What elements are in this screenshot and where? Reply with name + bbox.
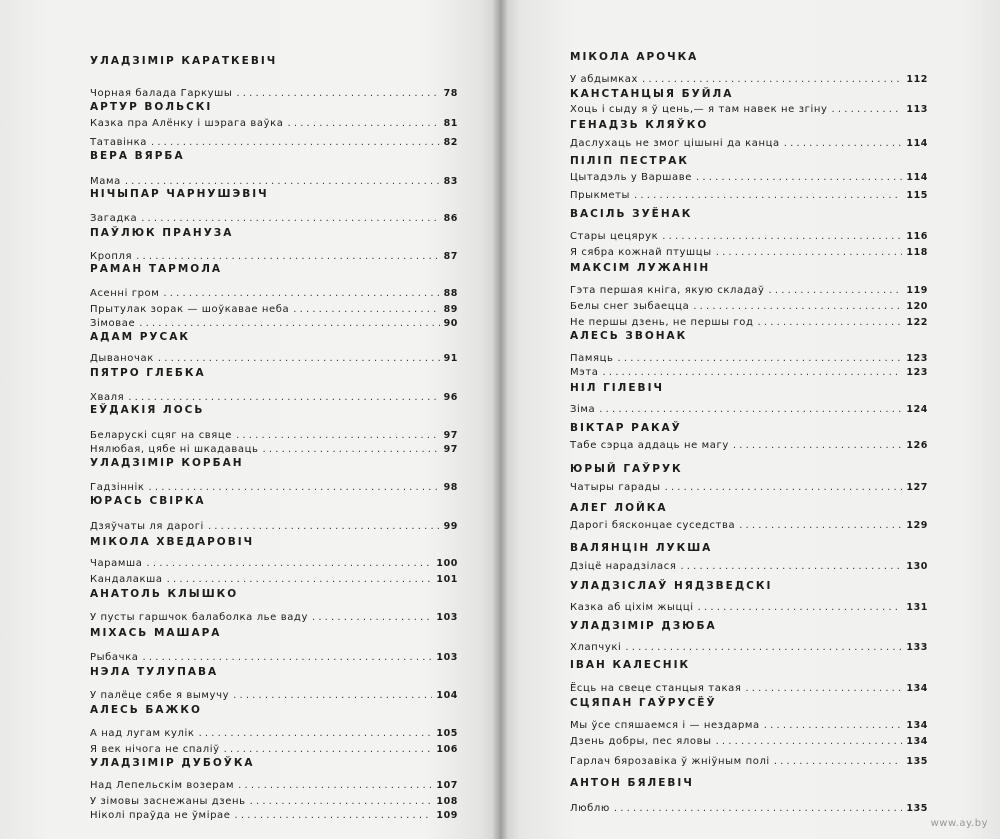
toc-entry (90, 652, 458, 663)
dot-leader (167, 574, 433, 585)
page-number: 109 (436, 810, 458, 821)
entry-title: Гадзіннік (90, 482, 145, 493)
page-number: 133 (906, 642, 928, 653)
entry-title: Мэта (570, 367, 599, 378)
toc-entry (90, 690, 458, 701)
toc-entry (570, 172, 928, 183)
page-number: 131 (906, 602, 928, 613)
dot-leader (625, 642, 902, 653)
page-number: 112 (906, 74, 928, 85)
dot-leader (642, 74, 902, 85)
dot-leader (614, 803, 902, 814)
author-name: НІЛ ГІЛЕВІЧ (570, 382, 664, 394)
dot-leader (758, 317, 903, 328)
page-number: 90 (443, 318, 458, 329)
page-number: 96 (443, 392, 458, 403)
toc-entry (90, 88, 458, 99)
entry-title: Гарлач бярозавіка ў жнiўным полі (570, 756, 770, 767)
author-name: ЮРЫЙ ГАЎРУК (570, 463, 683, 475)
dot-leader (618, 353, 903, 364)
author-name: РАМАН ТАРМОЛА (90, 263, 223, 275)
dot-leader (199, 728, 433, 739)
toc-entry (570, 190, 928, 201)
author-name: АРТУР ВОЛЬСКІ (90, 101, 213, 113)
entry-title: Мы ўсе спяшаемся і — нездарма (570, 720, 760, 731)
author-name: ВЕРА ВЯРБА (90, 150, 185, 162)
toc-entry (570, 367, 928, 378)
toc-entry (570, 317, 928, 328)
dot-leader (158, 353, 440, 364)
toc-entry (570, 736, 928, 747)
author-name: АНТОН БЯЛЕВІЧ (570, 777, 694, 789)
book-spine (492, 0, 508, 839)
toc-entry (570, 520, 928, 531)
page-number: 114 (906, 172, 928, 183)
page-number: 89 (443, 304, 458, 315)
toc-entry (570, 301, 928, 312)
dot-leader (236, 430, 440, 441)
page-number: 91 (443, 353, 458, 364)
page-number: 103 (436, 612, 458, 623)
entry-title: Рыбачка (90, 652, 139, 663)
dot-leader (784, 138, 903, 149)
page-number: 122 (906, 317, 928, 328)
toc-entry (90, 318, 458, 329)
entry-title: Зіма (570, 404, 596, 415)
dot-leader (733, 440, 903, 451)
author-name: НІЧЫПАР ЧАРНУШЭВІЧ (90, 188, 269, 200)
entry-title: Загадка (90, 213, 138, 224)
entry-title: Дываночак (90, 353, 154, 364)
dot-leader (287, 118, 439, 129)
page-number: 98 (443, 482, 458, 493)
toc-entry (570, 602, 928, 613)
dot-leader (233, 690, 432, 701)
entry-title: У зімовы заснежаны дзень (90, 796, 246, 807)
author-name: НЭЛА ТУЛУПАВА (90, 666, 219, 678)
toc-entry (570, 440, 928, 451)
watermark: www.ay.by (930, 818, 988, 829)
toc-entry (90, 796, 458, 807)
dot-leader (745, 683, 902, 694)
entry-title: Казка пра Алёнку і шэрага ваўка (90, 118, 284, 129)
author-name: АЛЕГ ЛОЙКА (570, 502, 668, 514)
page-number: 82 (443, 137, 458, 148)
toc-entry (90, 728, 458, 739)
entry-title: Дзень добры, пес яловы (570, 736, 712, 747)
dot-leader (312, 612, 432, 623)
right-page (500, 0, 1000, 839)
author-name: ВІКТАР РАКАЎ (570, 422, 682, 434)
dot-leader (128, 392, 439, 403)
dot-leader (680, 561, 902, 572)
page-number: 123 (906, 367, 928, 378)
page-number: 127 (906, 482, 928, 493)
entry-title: Дарогі бясконцае суседства (570, 520, 736, 531)
author-name: УЛАДЗІСЛАЎ НЯДЗВЕДСКІ (570, 580, 773, 592)
entry-title: Я век нічога не спаліў (90, 744, 220, 755)
entry-title: Дзяўчаты ля дарогі (90, 521, 204, 532)
dot-leader (263, 444, 440, 455)
page-number: 103 (436, 652, 458, 663)
page-number: 88 (443, 288, 458, 299)
toc-entry (90, 612, 458, 623)
page-number: 114 (906, 138, 928, 149)
entry-title: Хоць і сыду я ў цень,— я там навек не згіну (570, 104, 828, 115)
toc-entry (90, 118, 458, 129)
entry-title: Мама (90, 176, 121, 187)
page-number: 135 (906, 756, 928, 767)
entry-title: Гэта першая кніга, якую складаў (570, 285, 765, 296)
dot-leader (716, 736, 903, 747)
dot-leader (693, 301, 902, 312)
entry-title: Чорная балада Гаркушы (90, 88, 233, 99)
page-number: 116 (906, 231, 928, 242)
entry-title: Прыкметы (570, 190, 631, 201)
entry-title: Ёсць на свеце станцыя такая (570, 683, 742, 694)
entry-title: Асенні гром (90, 288, 160, 299)
toc-entry (90, 353, 458, 364)
entry-title: Стары цецярук (570, 231, 659, 242)
page-number: 113 (906, 104, 928, 115)
entry-title: Табе сэрца аддаць не магу (570, 440, 729, 451)
toc-entry (90, 444, 458, 455)
entry-title: Хваля (90, 392, 125, 403)
dot-leader (769, 285, 903, 296)
dot-leader (696, 172, 902, 183)
entry-title: Татавінка (90, 137, 147, 148)
page-number: 119 (906, 285, 928, 296)
author-name: ІВАН КАЛЕСНІК (570, 659, 691, 671)
toc-entry (90, 137, 458, 148)
toc-entry (90, 482, 458, 493)
entry-title: Даслухаць не змог цішыні да канца (570, 138, 780, 149)
toc-entry (570, 404, 928, 415)
author-name: ПАЎЛЮК ПРАНУЗA (90, 227, 234, 239)
page-number: 99 (443, 521, 458, 532)
toc-entry (570, 247, 928, 258)
author-name: ПІЛІП ПЕСТРАК (570, 155, 689, 167)
author-name: СЦЯПАН ГАЎРУСЁЎ (570, 697, 717, 709)
page-number: 105 (436, 728, 458, 739)
dot-leader (146, 558, 432, 569)
page-number: 81 (443, 118, 458, 129)
page-number: 97 (443, 444, 458, 455)
page-number: 134 (906, 683, 928, 694)
page-number: 108 (436, 796, 458, 807)
dot-leader (716, 247, 903, 258)
toc-entry (90, 176, 458, 187)
author-name: ГЕНАДЗЬ КЛЯЎКО (570, 119, 709, 131)
author-name: АЛЕСЬ ЗВОНАК (570, 330, 688, 342)
page-number: 130 (906, 561, 928, 572)
toc-entry (570, 138, 928, 149)
dot-leader (208, 521, 440, 532)
dot-leader (236, 88, 439, 99)
toc-entry (90, 304, 458, 315)
toc-entry (90, 574, 458, 585)
page-number: 135 (906, 803, 928, 814)
dot-leader (599, 404, 902, 415)
entry-title: Казка аб ціхім жыцці (570, 602, 694, 613)
page-number: 134 (906, 720, 928, 731)
toc-entry (90, 521, 458, 532)
author-name: УЛАДЗІМІР КАРАТКЕВІЧ (90, 55, 278, 67)
toc-entry (570, 104, 928, 115)
dot-leader (125, 176, 440, 187)
toc-entry (570, 720, 928, 731)
entry-title: Чатыры гарады (570, 482, 661, 493)
author-name: УЛАДЗІМІР ДЗЮБА (570, 620, 717, 632)
entry-title: Ніколі праўда не ўмірае (90, 810, 231, 821)
entry-title: Беларускі сцяг на свяце (90, 430, 233, 441)
page-number: 100 (436, 558, 458, 569)
dot-leader (238, 780, 432, 791)
entry-title: У палёце сябе я вымучу (90, 690, 230, 701)
entry-title: У пусты гаршчок балаболка лье ваду (90, 612, 308, 623)
page-number: 78 (443, 88, 458, 99)
toc-entry (90, 213, 458, 224)
toc-entry (90, 288, 458, 299)
entry-title: Не першы дзень, не першы год (570, 317, 754, 328)
author-name: АДАМ РУСАК (90, 331, 190, 343)
entry-title: Я сябра кожнай птушцы (570, 247, 712, 258)
dot-leader (764, 720, 903, 731)
dot-leader (739, 520, 902, 531)
dot-leader (151, 137, 440, 148)
toc-entry (570, 482, 928, 493)
dot-leader (662, 231, 902, 242)
dot-leader (293, 304, 439, 315)
author-name: ПЯТРО ГЛЕБКА (90, 367, 206, 379)
page-number: 97 (443, 430, 458, 441)
toc-entry (570, 683, 928, 694)
right-toc (500, 0, 1000, 839)
page-number: 115 (906, 190, 928, 201)
author-name: ВАЛЯНЦІН ЛУКША (570, 542, 713, 554)
author-name: МІКОЛА АРОЧКА (570, 51, 699, 63)
dot-leader (149, 482, 440, 493)
toc-entry (570, 803, 928, 814)
dot-leader (235, 810, 433, 821)
toc-entry (90, 810, 458, 821)
page-number: 126 (906, 440, 928, 451)
toc-entry (90, 744, 458, 755)
page-number: 106 (436, 744, 458, 755)
entry-title: Люблю (570, 803, 610, 814)
toc-entry (570, 285, 928, 296)
toc-entry (570, 642, 928, 653)
page-number: 107 (436, 780, 458, 791)
dot-leader (634, 190, 902, 201)
entry-title: Дзіцё нарадзілася (570, 561, 677, 572)
dot-leader (224, 744, 433, 755)
dot-leader (250, 796, 433, 807)
entry-title: А над лугам кулік (90, 728, 195, 739)
entry-title: Кандалакша (90, 574, 163, 585)
toc-entry (90, 780, 458, 791)
page-number: 86 (443, 213, 458, 224)
entry-title: Кропля (90, 251, 133, 262)
toc-entry (570, 561, 928, 572)
page-number: 104 (436, 690, 458, 701)
page-number: 87 (443, 251, 458, 262)
page-number: 101 (436, 574, 458, 585)
entry-title: У абдымках (570, 74, 639, 85)
page-number: 123 (906, 353, 928, 364)
page-number: 129 (906, 520, 928, 531)
page-number: 118 (906, 247, 928, 258)
toc-entry (570, 353, 928, 364)
toc-entry (90, 430, 458, 441)
author-name: УЛАДЗІМІР ДУБОЎКА (90, 757, 255, 769)
dot-leader (665, 482, 903, 493)
author-name: ЮРАСЬ СВІРКА (90, 495, 206, 507)
toc-entry (570, 74, 928, 85)
author-name: АЛЕСЬ БАЖКО (90, 704, 202, 716)
author-name: АНАТОЛЬ КЛЫШКО (90, 588, 239, 600)
toc-entry (90, 392, 458, 403)
entry-title: Чарамша (90, 558, 143, 569)
dot-leader (832, 104, 903, 115)
entry-title: Зімовае (90, 318, 136, 329)
toc-entry (90, 251, 458, 262)
author-name: УЛАДЗІМІР КОРБАН (90, 457, 244, 469)
author-name: ВАСІЛЬ ЗУЁНАК (570, 208, 693, 220)
author-name: КАНСТАНЦЫЯ БУЙЛА (570, 88, 734, 100)
toc-entry (90, 558, 458, 569)
entry-title: Хлапчукі (570, 642, 622, 653)
dot-leader (139, 318, 439, 329)
dot-leader (602, 367, 902, 378)
page-number: 120 (906, 301, 928, 312)
toc-entry (570, 756, 928, 767)
dot-leader (774, 756, 903, 767)
entry-title: Прытулак зорак — шоўкавае неба (90, 304, 290, 315)
toc-entry (570, 231, 928, 242)
dot-leader (698, 602, 903, 613)
author-name: ЕЎДАКІЯ ЛОСЬ (90, 404, 205, 416)
entry-title: Памяць (570, 353, 614, 364)
dot-leader (143, 652, 433, 663)
page-number: 134 (906, 736, 928, 747)
dot-leader (136, 251, 439, 262)
dot-leader (141, 213, 439, 224)
dot-leader (163, 288, 439, 299)
entry-title: Над Лепельскім возерам (90, 780, 235, 791)
author-name: МІХАСЬ МАШАРА (90, 627, 222, 639)
author-name: МАКСІМ ЛУЖАНІН (570, 262, 711, 274)
page-number: 124 (906, 404, 928, 415)
entry-title: Цытадэль у Варшаве (570, 172, 693, 183)
author-name: МІКОЛА ХВЕДАРОВІЧ (90, 536, 255, 548)
entry-title: Белы снег зыбаецца (570, 301, 690, 312)
entry-title: Нялюбая, цябе ні шкадаваць (90, 444, 259, 455)
page-number: 83 (443, 176, 458, 187)
